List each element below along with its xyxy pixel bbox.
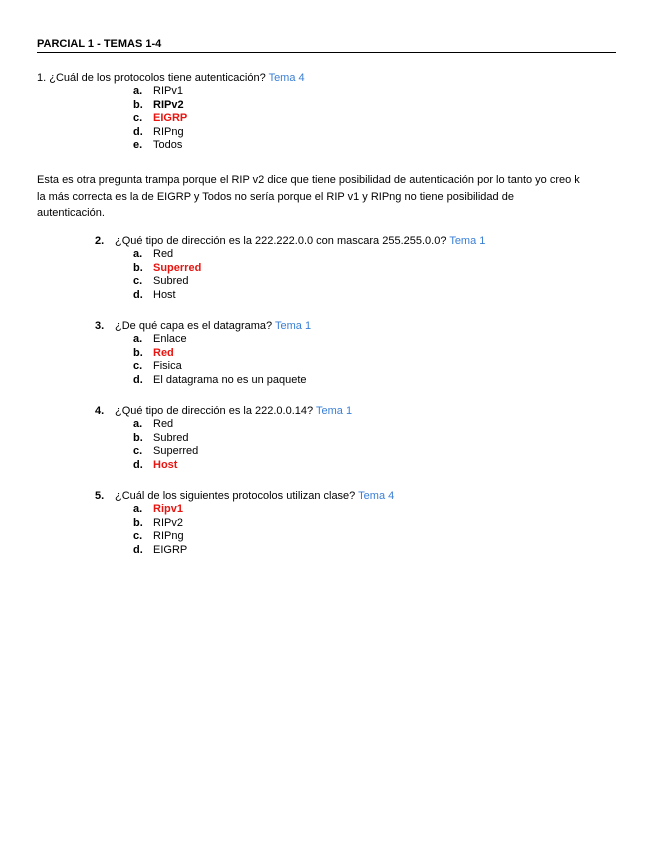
option-letter: a. xyxy=(133,85,143,97)
option-letter: d. xyxy=(133,288,143,301)
question-number: 4. xyxy=(95,405,105,417)
question-number: 5. xyxy=(95,490,105,502)
option-text: Red xyxy=(153,248,174,260)
option-text-correct: Ripv1 xyxy=(153,503,183,515)
option-item xyxy=(133,347,307,361)
option-item xyxy=(133,432,198,446)
option-letter: c. xyxy=(133,112,143,125)
option-item xyxy=(133,459,198,473)
option-text: RIPng xyxy=(153,530,184,543)
question-text: ¿De qué capa es el datagrama? xyxy=(115,320,273,332)
option-letter: c. xyxy=(133,275,143,288)
question-1-options xyxy=(133,85,187,153)
option-item xyxy=(133,333,307,347)
option-item xyxy=(133,262,201,276)
option-text-correct: Red xyxy=(153,346,174,359)
option-letter: d. xyxy=(133,458,143,471)
option-text: Subred xyxy=(153,275,189,288)
option-item xyxy=(133,112,187,126)
option-letter: a. xyxy=(133,418,143,430)
question-4 xyxy=(95,405,352,417)
comment-line: Esta es otra pregunta trampa porque el RIP v2 dice que tiene posibilidad de autenticación por lo tanto yo creo k xyxy=(37,174,580,186)
option-text-correct: EIGRP xyxy=(153,112,188,125)
question-text: ¿Qué tipo de dirección es la 222.0.0.14? xyxy=(115,405,314,417)
tema-link[interactable]: Tema 1 xyxy=(449,235,486,247)
option-letter: b. xyxy=(133,431,143,444)
option-letter: a. xyxy=(133,248,143,260)
question-5-options xyxy=(133,503,187,557)
option-text-correct: Superred xyxy=(153,261,202,274)
option-item xyxy=(133,374,307,388)
option-item xyxy=(133,418,198,432)
option-letter: c. xyxy=(133,530,143,543)
option-text: Fisica xyxy=(153,360,182,373)
option-text: Superred xyxy=(153,445,199,458)
option-item xyxy=(133,99,187,113)
question-2 xyxy=(95,235,485,247)
option-letter: d. xyxy=(133,373,143,386)
question-1 xyxy=(37,72,305,84)
page-title: PARCIAL 1 - TEMAS 1-4 xyxy=(37,38,616,53)
option-letter: c. xyxy=(133,360,143,373)
option-text: Subred xyxy=(153,431,189,444)
option-text: RIPv1 xyxy=(153,85,183,97)
option-item xyxy=(133,85,187,99)
comment-paragraph xyxy=(37,172,616,222)
option-text: RIPv2 xyxy=(153,98,184,111)
option-letter: b. xyxy=(133,346,143,359)
question-5 xyxy=(95,490,394,502)
option-item xyxy=(133,530,187,544)
option-letter: a. xyxy=(133,503,143,515)
tema-link[interactable]: Tema 1 xyxy=(316,405,353,417)
question-text: ¿Cuál de los siguientes protocolos utilizan clase? xyxy=(115,490,356,502)
option-item xyxy=(133,544,187,558)
question-text: 1. ¿Cuál de los protocolos tiene autenticación? xyxy=(37,72,266,84)
option-item xyxy=(133,503,187,517)
option-item xyxy=(133,139,187,153)
question-2-options xyxy=(133,248,201,302)
option-letter: b. xyxy=(133,98,143,111)
question-number: 2. xyxy=(95,235,105,247)
tema-link[interactable]: Tema 4 xyxy=(268,72,305,84)
option-letter: b. xyxy=(133,516,143,529)
option-text: Host xyxy=(153,288,176,301)
comment-line: autenticación. xyxy=(37,207,105,219)
option-letter: b. xyxy=(133,261,143,274)
option-letter: d. xyxy=(133,543,143,556)
option-text: El datagrama no es un paquete xyxy=(153,373,307,386)
option-letter: e. xyxy=(133,139,143,152)
question-3-options xyxy=(133,333,307,387)
tema-link[interactable]: Tema 4 xyxy=(358,490,395,502)
option-item xyxy=(133,289,201,303)
option-text: EIGRP xyxy=(153,543,188,556)
option-text: Red xyxy=(153,418,174,430)
comment-line: la más correcta es la de EIGRP y Todos no sería porque el RIP v1 y RIPng no tiene posibilidad de xyxy=(37,190,514,203)
option-text: RIPng xyxy=(153,125,184,138)
question-text: ¿Qué tipo de dirección es la 222.222.0.0 con mascara 255.255.0.0? xyxy=(115,235,447,247)
option-text: Enlace xyxy=(153,333,187,345)
option-letter: c. xyxy=(133,445,143,458)
option-item xyxy=(133,248,201,262)
option-item xyxy=(133,126,187,140)
option-text-correct: Host xyxy=(153,458,178,471)
option-text: Todos xyxy=(153,139,183,152)
option-item xyxy=(133,445,198,459)
option-item xyxy=(133,360,307,374)
option-letter: d. xyxy=(133,125,143,138)
question-4-options xyxy=(133,418,198,472)
question-number: 3. xyxy=(95,320,105,332)
option-item xyxy=(133,275,201,289)
tema-link[interactable]: Tema 1 xyxy=(275,320,312,332)
option-letter: a. xyxy=(133,333,143,345)
option-item xyxy=(133,517,187,531)
question-3 xyxy=(95,320,311,332)
option-text: RIPv2 xyxy=(153,516,183,529)
